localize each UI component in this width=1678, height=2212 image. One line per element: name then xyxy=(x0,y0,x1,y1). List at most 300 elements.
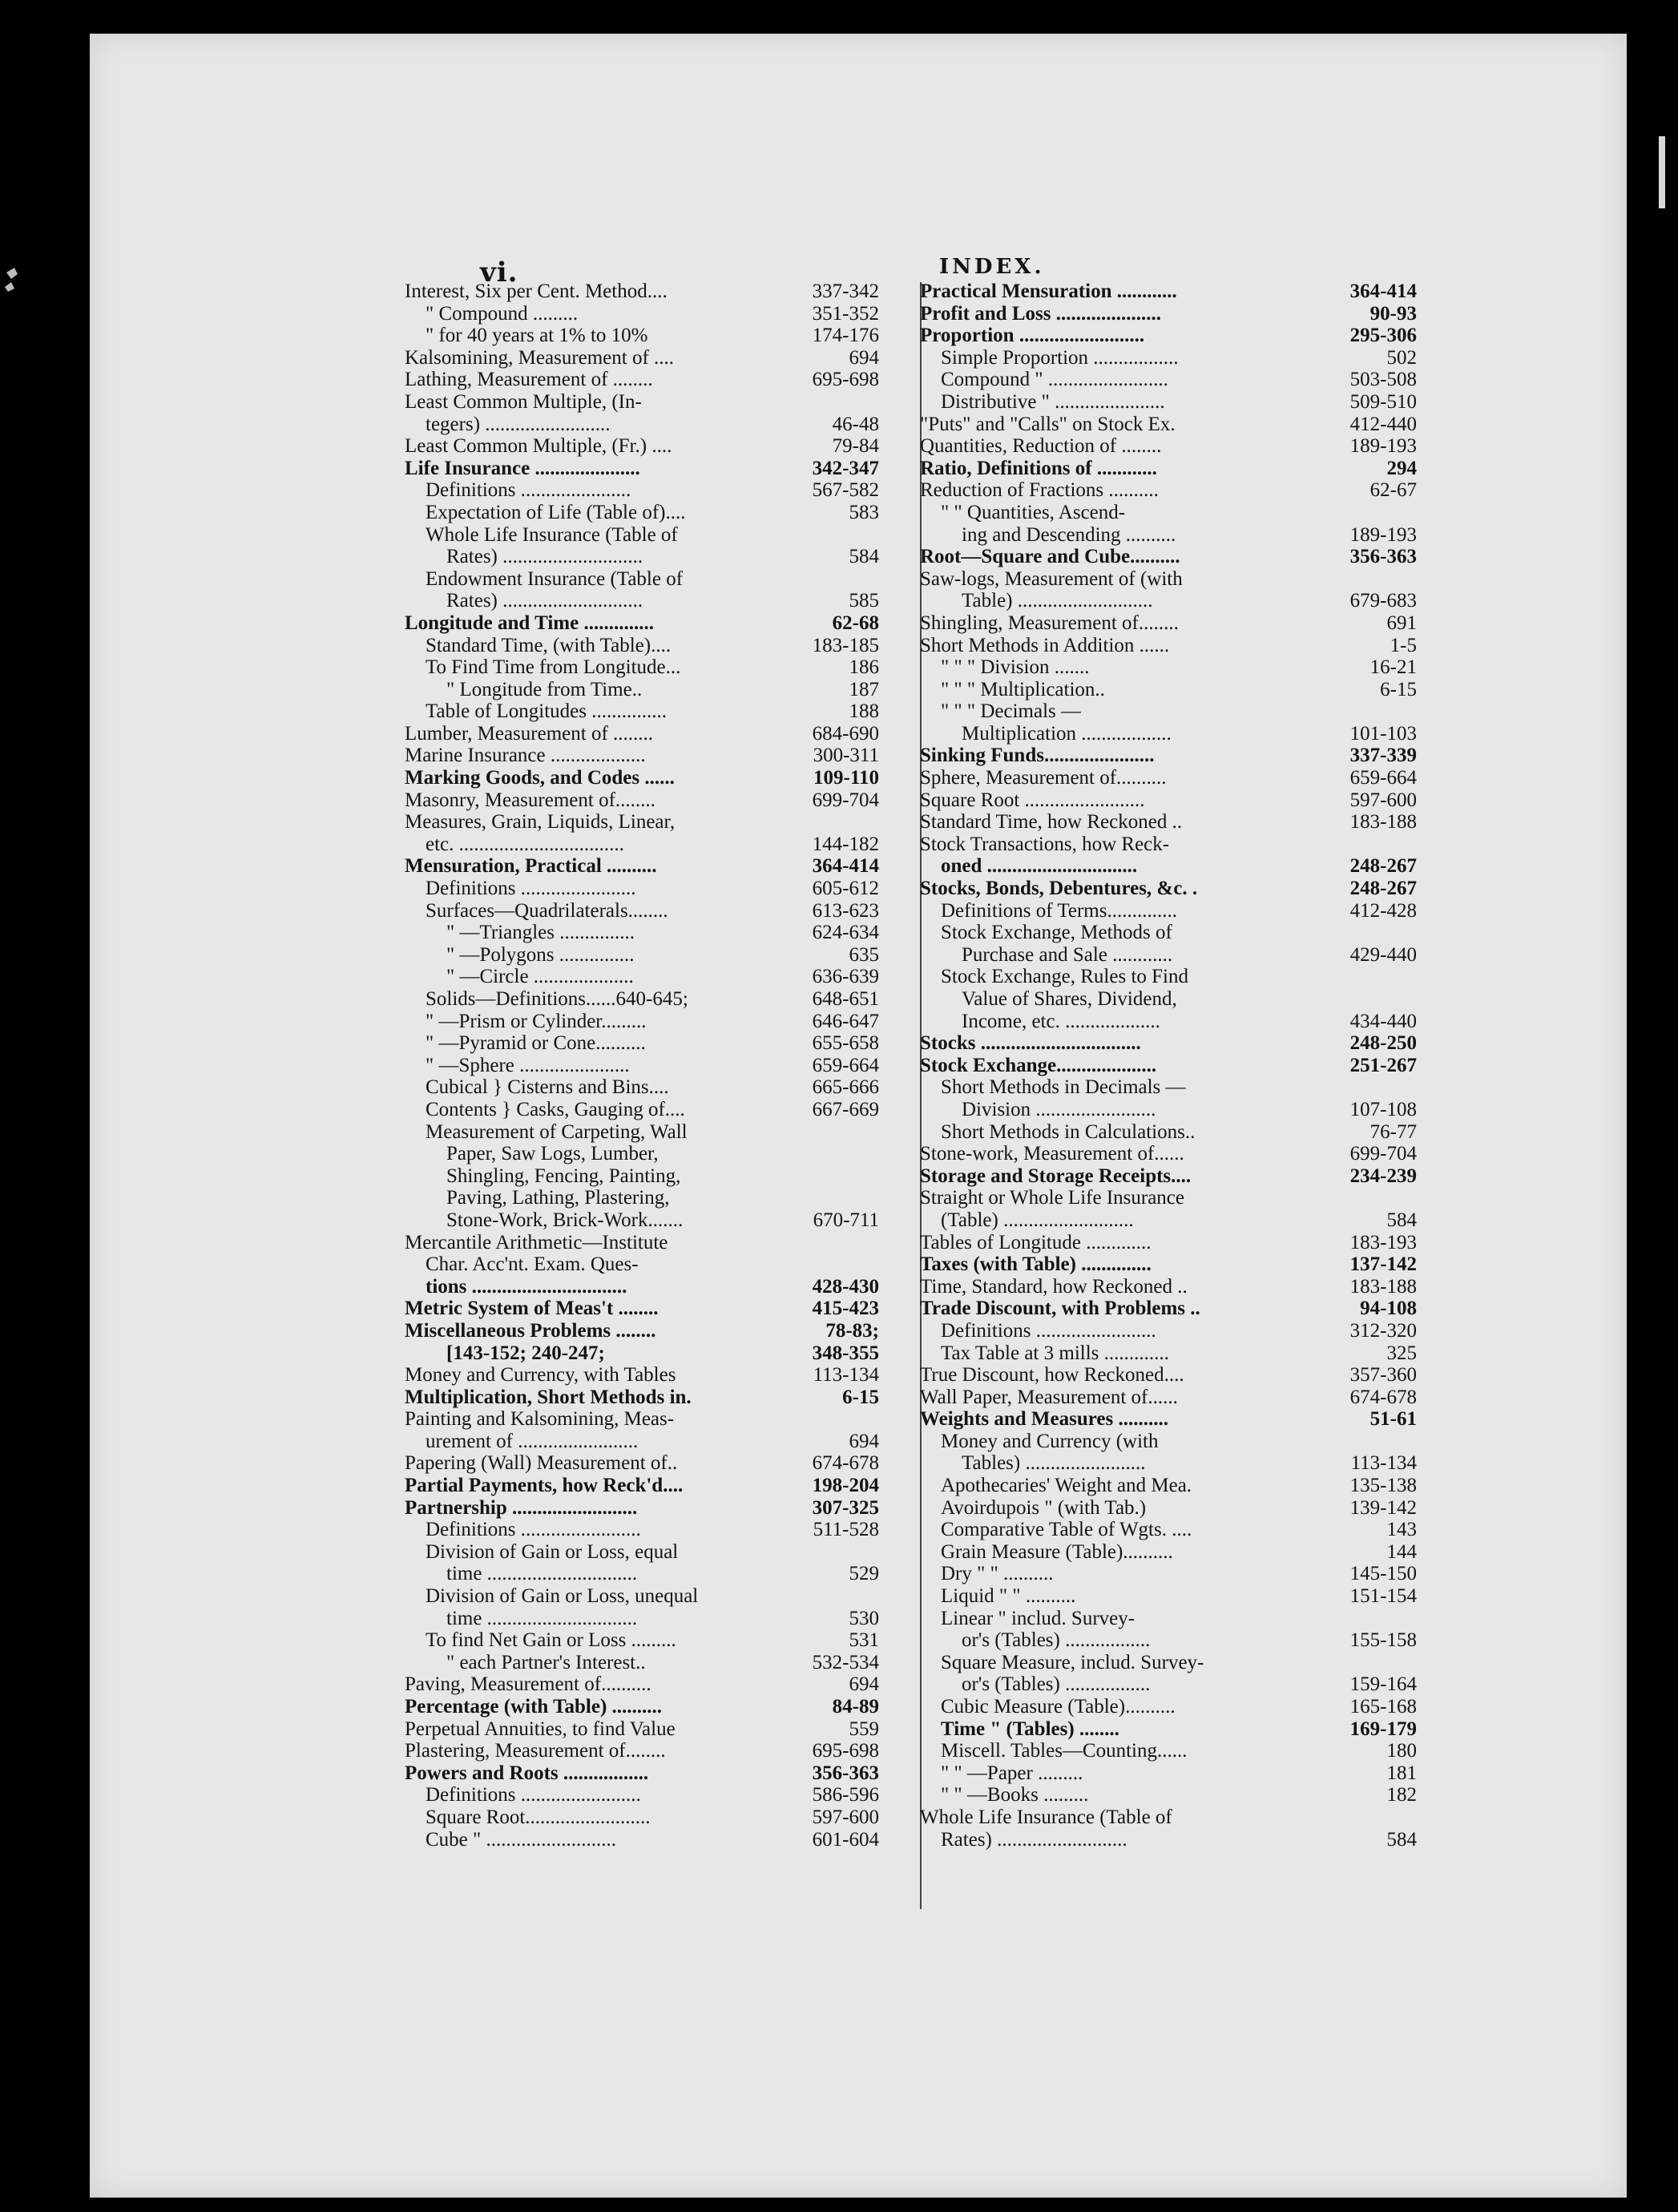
index-entry xyxy=(405,1829,879,1851)
index-entry-text: Ratio, Definitions of ............ xyxy=(920,457,1157,479)
index-entry xyxy=(920,1740,1417,1762)
index-entry-text: Stock Exchange.................... xyxy=(920,1054,1157,1076)
index-entry-pages: 198-204 xyxy=(812,1475,879,1497)
index-entry xyxy=(920,723,1417,745)
index-entry-text: Solids—Definitions......640-645; xyxy=(426,988,688,1010)
index-entry-text: Grain Measure (Table).......... xyxy=(941,1540,1173,1563)
index-entry-text: or's (Tables) ................. xyxy=(962,1673,1151,1696)
index-entry-pages: 90-93 xyxy=(1369,302,1417,325)
index-entry-pages: 412-428 xyxy=(1349,899,1417,922)
index-entry-text: Paving, Lathing, Plastering, xyxy=(446,1187,670,1209)
index-entry xyxy=(920,811,1417,834)
index-entry-text: time .............................. xyxy=(446,1607,638,1629)
index-entry-pages: 351-352 xyxy=(812,302,879,325)
index-entry xyxy=(920,281,1417,303)
index-entry xyxy=(405,1032,879,1055)
index-entry-pages: 62-67 xyxy=(1369,479,1417,502)
index-entry-text: ing and Descending .......... xyxy=(962,523,1176,546)
index-entry-pages: 16-21 xyxy=(1369,656,1417,679)
index-entry xyxy=(405,700,879,723)
index-entry-pages: 694 xyxy=(849,1673,879,1696)
index-entry-text: Interest, Six per Cent. Method.... xyxy=(405,281,668,302)
index-entry-text: Storage and Storage Receipts.... xyxy=(920,1165,1192,1187)
index-entry-pages: 155-158 xyxy=(1349,1629,1417,1652)
index-entry-text: Shingling, Fencing, Painting, xyxy=(446,1165,681,1187)
index-entry xyxy=(405,303,879,325)
index-entry xyxy=(405,1076,879,1099)
index-entry xyxy=(405,1165,879,1188)
index-entry-pages: 655-658 xyxy=(812,1032,879,1055)
index-entry-text: "Puts" and "Calls" on Stock Ex. xyxy=(920,413,1176,435)
index-entry-text: Whole Life Insurance (Table of xyxy=(920,1806,1172,1828)
index-entry xyxy=(920,834,1417,856)
index-entry-text: " " —Paper ......... xyxy=(941,1762,1083,1784)
index-entry xyxy=(920,745,1417,767)
index-entry-pages: 189-193 xyxy=(1349,435,1417,458)
index-entry xyxy=(920,1187,1417,1209)
index-entry-pages: 659-664 xyxy=(812,1054,879,1076)
index-entry-pages: 667-669 xyxy=(812,1098,879,1120)
index-entry-pages: 648-651 xyxy=(812,988,879,1010)
index-entry-text: Distributive " ...................... xyxy=(941,390,1165,413)
index-entry xyxy=(920,1629,1417,1652)
index-entry-text: Stone-Work, Brick-Work....... xyxy=(446,1209,684,1231)
index-entry xyxy=(405,612,879,635)
index-entry-pages: 94-108 xyxy=(1360,1298,1417,1320)
index-entry xyxy=(405,1519,879,1541)
index-entry-pages: 51-61 xyxy=(1369,1408,1417,1431)
index-entry-pages: 182 xyxy=(1386,1784,1417,1806)
index-entry-text: Whole Life Insurance (Table of xyxy=(426,523,678,546)
index-entry-text: True Discount, how Reckoned.... xyxy=(920,1364,1184,1387)
index-entry-pages: 434-440 xyxy=(1349,1010,1417,1032)
index-entry-pages: 364-414 xyxy=(1349,281,1417,302)
index-entry xyxy=(405,1497,879,1520)
index-entry-text: Painting and Kalsomining, Meas- xyxy=(405,1408,675,1431)
index-entry-text: Plastering, Measurement of........ xyxy=(405,1740,666,1762)
index-entry-text: or's (Tables) ................. xyxy=(962,1629,1151,1652)
index-entry xyxy=(405,1629,879,1652)
index-entry-text: [143-152; 240-247; xyxy=(446,1342,605,1364)
index-entry-pages: 584 xyxy=(1386,1828,1417,1851)
index-entry-pages: 6-15 xyxy=(842,1386,879,1408)
index-entry-pages: 183-188 xyxy=(1349,811,1417,834)
index-entry xyxy=(405,1806,879,1829)
index-entry xyxy=(405,988,879,1011)
index-entry-text: " —Sphere ...................... xyxy=(426,1054,630,1076)
index-entry xyxy=(405,1276,879,1298)
index-entry-text: time .............................. xyxy=(446,1563,638,1585)
index-entry-pages: 659-664 xyxy=(1349,767,1417,789)
index-entry-text: " " " Division ....... xyxy=(941,656,1090,679)
index-entry xyxy=(920,1762,1417,1785)
index-entry xyxy=(920,1431,1417,1453)
index-entry-pages: 174-176 xyxy=(812,325,879,347)
index-entry-text: Partial Payments, how Reck'd.... xyxy=(405,1475,684,1497)
index-entry-text: tions ............................... xyxy=(426,1275,627,1298)
index-entry xyxy=(405,834,879,856)
index-entry xyxy=(405,1055,879,1077)
index-entry-pages: 337-339 xyxy=(1349,745,1417,767)
index-entry-pages: 144 xyxy=(1386,1540,1417,1563)
index-entry-text: Root—Square and Cube.......... xyxy=(920,546,1180,568)
index-entry-pages: 559 xyxy=(849,1718,879,1740)
index-entry-pages: 605-612 xyxy=(812,878,879,900)
index-entry xyxy=(405,1740,879,1762)
index-entry-pages: 511-528 xyxy=(813,1519,879,1541)
index-entry-pages: 415-423 xyxy=(812,1298,879,1320)
index-entry xyxy=(405,1364,879,1387)
index-entry xyxy=(920,1563,1417,1585)
index-entry-text: " Compound ......... xyxy=(426,302,579,325)
index-entry-text: To find Net Gain or Loss ......... xyxy=(426,1629,676,1652)
index-entry-pages: 180 xyxy=(1386,1740,1417,1762)
index-entry-pages: 183-185 xyxy=(812,634,879,656)
index-entry-pages: 665-666 xyxy=(812,1076,879,1099)
index-entry-text: " " Quantities, Ascend- xyxy=(941,501,1126,523)
index-entry xyxy=(920,1253,1417,1276)
index-entry-pages: 684-690 xyxy=(812,722,879,745)
index-entry xyxy=(405,1387,879,1409)
index-entry-pages: 251-267 xyxy=(1349,1054,1417,1076)
index-entry-pages: 586-596 xyxy=(812,1784,879,1806)
index-entry xyxy=(405,1342,879,1365)
index-entry xyxy=(920,679,1417,701)
index-entry-pages: 529 xyxy=(849,1563,879,1585)
index-entry-text: Mensuration, Practical .......... xyxy=(405,855,657,878)
index-entry-text: " —Polygons ............... xyxy=(446,943,635,966)
index-entry xyxy=(920,1696,1417,1718)
index-entry-text: Cubical } Cisterns and Bins.... xyxy=(426,1076,669,1099)
index-entry-pages: 234-239 xyxy=(1349,1165,1417,1187)
index-entry xyxy=(920,414,1417,436)
index-entry xyxy=(405,1431,879,1453)
index-entry-text: " for 40 years at 1% to 10% xyxy=(426,325,648,347)
index-entry-text: Practical Mensuration ............ xyxy=(920,281,1177,302)
index-entry-text: Money and Currency (with xyxy=(941,1430,1159,1452)
index-entry xyxy=(920,656,1417,679)
index-entry-text: Table) ........................... xyxy=(962,590,1153,612)
index-entry-pages: 509-510 xyxy=(1349,390,1417,413)
scan-artifact-icon xyxy=(1651,128,1675,216)
index-entry-pages: 84-89 xyxy=(832,1696,879,1718)
index-entry xyxy=(405,1099,879,1121)
index-entry xyxy=(920,1541,1417,1564)
index-entry xyxy=(920,1298,1417,1320)
index-entry-text: Value of Shares, Dividend, xyxy=(962,988,1177,1010)
index-entry xyxy=(405,1541,879,1564)
index-entry xyxy=(920,347,1417,369)
index-entry-text: Cubic Measure (Table).......... xyxy=(941,1696,1176,1718)
index-entry-pages: 691 xyxy=(1386,612,1417,634)
index-entry-text: Purchase and Sale ............ xyxy=(962,943,1173,966)
index-entry-pages: 187 xyxy=(849,678,879,700)
index-entry xyxy=(920,1475,1417,1497)
index-entry-text: Powers and Roots ................. xyxy=(405,1762,649,1784)
index-entry-text: Perpetual Annuities, to find Value xyxy=(405,1718,676,1740)
index-entry-text: Money and Currency, with Tables xyxy=(405,1364,676,1387)
index-entry-text: Stock Exchange, Methods of xyxy=(941,922,1172,944)
index-entry xyxy=(920,1497,1417,1520)
index-entry-text: Lathing, Measurement of ........ xyxy=(405,369,653,391)
index-entry-text: Straight or Whole Life Insurance xyxy=(920,1187,1184,1209)
index-entry-pages: 165-168 xyxy=(1349,1696,1417,1718)
index-entry xyxy=(920,1452,1417,1475)
scan-artifact-icon xyxy=(0,264,32,313)
index-entry-pages: 428-430 xyxy=(812,1275,879,1298)
index-entry xyxy=(920,391,1417,414)
index-entry xyxy=(405,1209,879,1232)
index-entry xyxy=(405,458,879,480)
index-entry-text: tegers) ......................... xyxy=(426,413,611,435)
index-entry xyxy=(920,1055,1417,1077)
index-entry xyxy=(920,1342,1417,1365)
index-entry-text: Cube " .......................... xyxy=(426,1828,616,1851)
index-entry-text: Stocks ................................ xyxy=(920,1032,1141,1055)
index-entry-text: Miscellaneous Problems ........ xyxy=(405,1319,656,1342)
index-entry-pages: 186 xyxy=(849,656,879,679)
index-entry-pages: 530 xyxy=(849,1607,879,1629)
index-entry xyxy=(405,1652,879,1674)
index-entry xyxy=(920,966,1417,988)
index-entry xyxy=(405,502,879,524)
index-entry-pages: 503-508 xyxy=(1349,369,1417,391)
index-entry-text: Rates) .......................... xyxy=(941,1828,1127,1851)
index-entry-pages: 695-698 xyxy=(812,1740,879,1762)
index-entry-text: Standard Time, how Reckoned .. xyxy=(920,811,1183,834)
index-entry xyxy=(920,303,1417,325)
index-entry-text: Table of Longitudes ............... xyxy=(426,700,667,723)
index-entry-pages: 567-582 xyxy=(812,479,879,502)
index-entry xyxy=(920,1608,1417,1630)
index-entry-pages: 597-600 xyxy=(1349,789,1417,811)
index-entry xyxy=(920,458,1417,480)
index-entry xyxy=(920,590,1417,612)
index-entry xyxy=(405,1563,879,1585)
index-entry xyxy=(405,1011,879,1033)
index-entry-text: (Table) .......................... xyxy=(941,1209,1134,1231)
index-entry xyxy=(405,1187,879,1209)
index-entry-text: Division of Gain or Loss, equal xyxy=(426,1540,679,1563)
index-entry-text: " each Partner's Interest.. xyxy=(446,1651,646,1673)
index-entry-pages: 699-704 xyxy=(1349,1143,1417,1165)
index-entry-text: Partnership ......................... xyxy=(405,1496,638,1519)
index-entry xyxy=(920,568,1417,591)
index-entry-text: Sphere, Measurement of.......... xyxy=(920,767,1167,789)
index-entry-text: Metric System of Meas't ........ xyxy=(405,1298,659,1320)
index-entry-text: Compound " ........................ xyxy=(941,369,1168,391)
index-entry-text: Short Methods in Addition ...... xyxy=(920,634,1170,656)
index-entry xyxy=(405,1232,879,1254)
index-entry xyxy=(405,590,879,612)
index-entry-pages: 107-108 xyxy=(1349,1098,1417,1120)
index-entry-pages: 531 xyxy=(849,1629,879,1652)
index-entry-text: Square Root......................... xyxy=(426,1806,651,1828)
index-entry xyxy=(405,414,879,436)
index-entry xyxy=(920,1387,1417,1409)
index-entry xyxy=(920,767,1417,789)
index-entry-pages: 356-363 xyxy=(1349,546,1417,568)
index-entry xyxy=(920,1320,1417,1342)
index-entry-pages: 109-110 xyxy=(813,767,879,789)
index-entry-text: Square Measure, includ. Survey- xyxy=(941,1651,1204,1673)
index-entry-pages: 248-267 xyxy=(1349,855,1417,878)
index-entry xyxy=(405,1253,879,1276)
index-entry xyxy=(920,1784,1417,1806)
index-entry-pages: 295-306 xyxy=(1349,325,1417,347)
index-entry-text: Paper, Saw Logs, Lumber, xyxy=(446,1143,659,1165)
index-entry-pages: 674-678 xyxy=(1349,1386,1417,1408)
index-entry-text: To Find Time from Longitude... xyxy=(426,656,681,679)
index-entry-text: Apothecaries' Weight and Mea. xyxy=(941,1475,1192,1497)
index-entry-pages: 137-142 xyxy=(1349,1253,1417,1276)
index-entry-pages: 113-134 xyxy=(1350,1452,1417,1475)
index-entry-text: Least Common Multiple, (Fr.) .... xyxy=(405,435,672,458)
index-entry-pages: 145-150 xyxy=(1349,1563,1417,1585)
index-entry-pages: 300-311 xyxy=(813,745,879,767)
index-entry-pages: 183-193 xyxy=(1349,1231,1417,1253)
index-entry-text: Definitions ........................ xyxy=(426,1519,641,1541)
index-entry-text: Definitions ........................ xyxy=(426,1784,641,1806)
index-column-left xyxy=(405,281,879,1851)
index-entry-text: Weights and Measures .......... xyxy=(920,1408,1168,1431)
index-entry-text: Reduction of Fractions .......... xyxy=(920,479,1159,502)
index-entry-pages: 6-15 xyxy=(1380,678,1417,700)
index-entry-text: " —Pyramid or Cone.......... xyxy=(426,1032,646,1055)
index-entry-text: Short Methods in Calculations.. xyxy=(941,1120,1196,1143)
index-entry-text: Shingling, Measurement of........ xyxy=(920,612,1179,634)
index-entry-text: Percentage (with Table) .......... xyxy=(405,1696,663,1718)
index-entry xyxy=(405,1408,879,1431)
index-entry-pages: 348-355 xyxy=(812,1342,879,1364)
index-entry-text: Trade Discount, with Problems .. xyxy=(920,1298,1200,1320)
index-entry-pages: 101-103 xyxy=(1349,722,1417,745)
index-entry xyxy=(920,524,1417,547)
index-entry-text: Multiplication .................. xyxy=(962,722,1172,745)
index-entry xyxy=(920,635,1417,657)
index-entry-text: Paving, Measurement of.......... xyxy=(405,1673,651,1696)
index-entry-pages: 364-414 xyxy=(812,855,879,878)
index-entry xyxy=(405,922,879,944)
index-entry-text: Surfaces—Quadrilaterals........ xyxy=(426,899,668,922)
index-entry-pages: 312-320 xyxy=(1349,1319,1417,1342)
index-entry-pages: 636-639 xyxy=(812,966,879,988)
index-entry xyxy=(405,855,879,878)
index-entry xyxy=(405,347,879,369)
index-entry xyxy=(920,369,1417,391)
index-entry xyxy=(405,878,879,900)
index-entry xyxy=(920,1076,1417,1099)
index-entry-text: oned .............................. xyxy=(941,855,1138,878)
index-entry-pages: 113-134 xyxy=(813,1364,879,1387)
index-entry-text: Contents } Casks, Gauging of.... xyxy=(426,1098,685,1120)
index-entry xyxy=(405,811,879,834)
index-entry-text: Proportion ......................... xyxy=(920,325,1145,347)
index-entry-pages: 356-363 xyxy=(812,1762,879,1784)
index-entry xyxy=(920,1364,1417,1387)
index-entry xyxy=(920,1585,1417,1608)
index-entry-text: Division ........................ xyxy=(962,1098,1156,1120)
index-entry xyxy=(405,1696,879,1718)
index-entry xyxy=(405,1143,879,1165)
index-entry xyxy=(920,922,1417,944)
index-entry-pages: 307-325 xyxy=(812,1496,879,1519)
index-entry-text: Profit and Loss ..................... xyxy=(920,302,1161,325)
index-entry xyxy=(920,1165,1417,1188)
index-entry-pages: 670-711 xyxy=(813,1209,879,1231)
index-entry-text: Liquid " " .......... xyxy=(941,1585,1076,1608)
index-entry xyxy=(920,325,1417,347)
index-entry-text: Definitions ...................... xyxy=(426,479,631,502)
index-entry xyxy=(920,1121,1417,1144)
index-entry-text: Avoirdupois " (with Tab.) xyxy=(941,1496,1147,1519)
index-entry xyxy=(405,1608,879,1630)
index-entry-text: Tables) ........................ xyxy=(962,1452,1146,1475)
index-entry xyxy=(405,900,879,922)
index-entry-pages: 169-179 xyxy=(1349,1718,1417,1740)
index-entry-text: Masonry, Measurement of........ xyxy=(405,789,655,811)
index-entry-text: Measures, Grain, Liquids, Linear, xyxy=(405,811,676,834)
index-entry-text: Lumber, Measurement of ........ xyxy=(405,722,654,745)
index-entry-text: Tables of Longitude ............. xyxy=(920,1231,1152,1253)
index-entry-text: Stock Transactions, how Reck- xyxy=(920,833,1170,855)
index-entry-pages: 62-68 xyxy=(832,612,879,634)
index-entry-text: Comparative Table of Wgts. .... xyxy=(941,1519,1192,1541)
index-entry xyxy=(920,546,1417,568)
index-entry-pages: 695-698 xyxy=(812,369,879,391)
index-entry xyxy=(405,1320,879,1342)
index-entry-pages: 674-678 xyxy=(812,1452,879,1475)
index-entry xyxy=(405,1452,879,1475)
index-entry xyxy=(920,1718,1417,1741)
index-entry-pages: 584 xyxy=(849,546,879,568)
index-entry xyxy=(405,966,879,988)
index-entry-text: Sinking Funds...................... xyxy=(920,745,1155,767)
index-entry xyxy=(920,1408,1417,1431)
index-entry-text: Tax Table at 3 mills ............. xyxy=(941,1342,1169,1364)
index-entry-text: " " " Multiplication.. xyxy=(941,678,1105,700)
index-entry-text: Marine Insurance ................... xyxy=(405,745,646,767)
index-entry xyxy=(405,546,879,568)
index-entry xyxy=(920,435,1417,458)
index-entry-text: Quantities, Reduction of ........ xyxy=(920,435,1162,458)
index-entry-text: Definitions ........................ xyxy=(941,1319,1156,1342)
index-entry-pages: 601-604 xyxy=(812,1828,879,1851)
index-entry-text: Square Root ........................ xyxy=(920,789,1145,811)
index-entry-pages: 183-188 xyxy=(1349,1275,1417,1298)
index-entry xyxy=(405,369,879,391)
index-entry-text: Marking Goods, and Codes ...... xyxy=(405,767,675,789)
index-entry-text: " —Triangles ............... xyxy=(446,922,635,944)
index-entry xyxy=(920,855,1417,878)
index-entry xyxy=(405,635,879,657)
index-entry-text: Measurement of Carpeting, Wall xyxy=(426,1120,688,1143)
page-number: vi. xyxy=(480,256,518,289)
index-entry-text: Simple Proportion ................. xyxy=(941,346,1179,369)
index-entry xyxy=(920,700,1417,723)
index-entry-text: Wall Paper, Measurement of...... xyxy=(920,1386,1178,1408)
index-entry-text: Life Insurance ..................... xyxy=(405,457,640,479)
index-entry-text: Income, etc. ................... xyxy=(962,1010,1160,1032)
index-entry-text: Kalsomining, Measurement of .... xyxy=(405,346,675,369)
index-entry xyxy=(405,524,879,547)
index-entry-pages: 679-683 xyxy=(1349,590,1417,612)
index-entry-text: urement of ........................ xyxy=(426,1430,639,1452)
index-entry xyxy=(405,391,879,414)
index-entry xyxy=(405,745,879,767)
index-entry-text: Endowment Insurance (Table of xyxy=(426,567,684,590)
index-entry xyxy=(920,1276,1417,1298)
